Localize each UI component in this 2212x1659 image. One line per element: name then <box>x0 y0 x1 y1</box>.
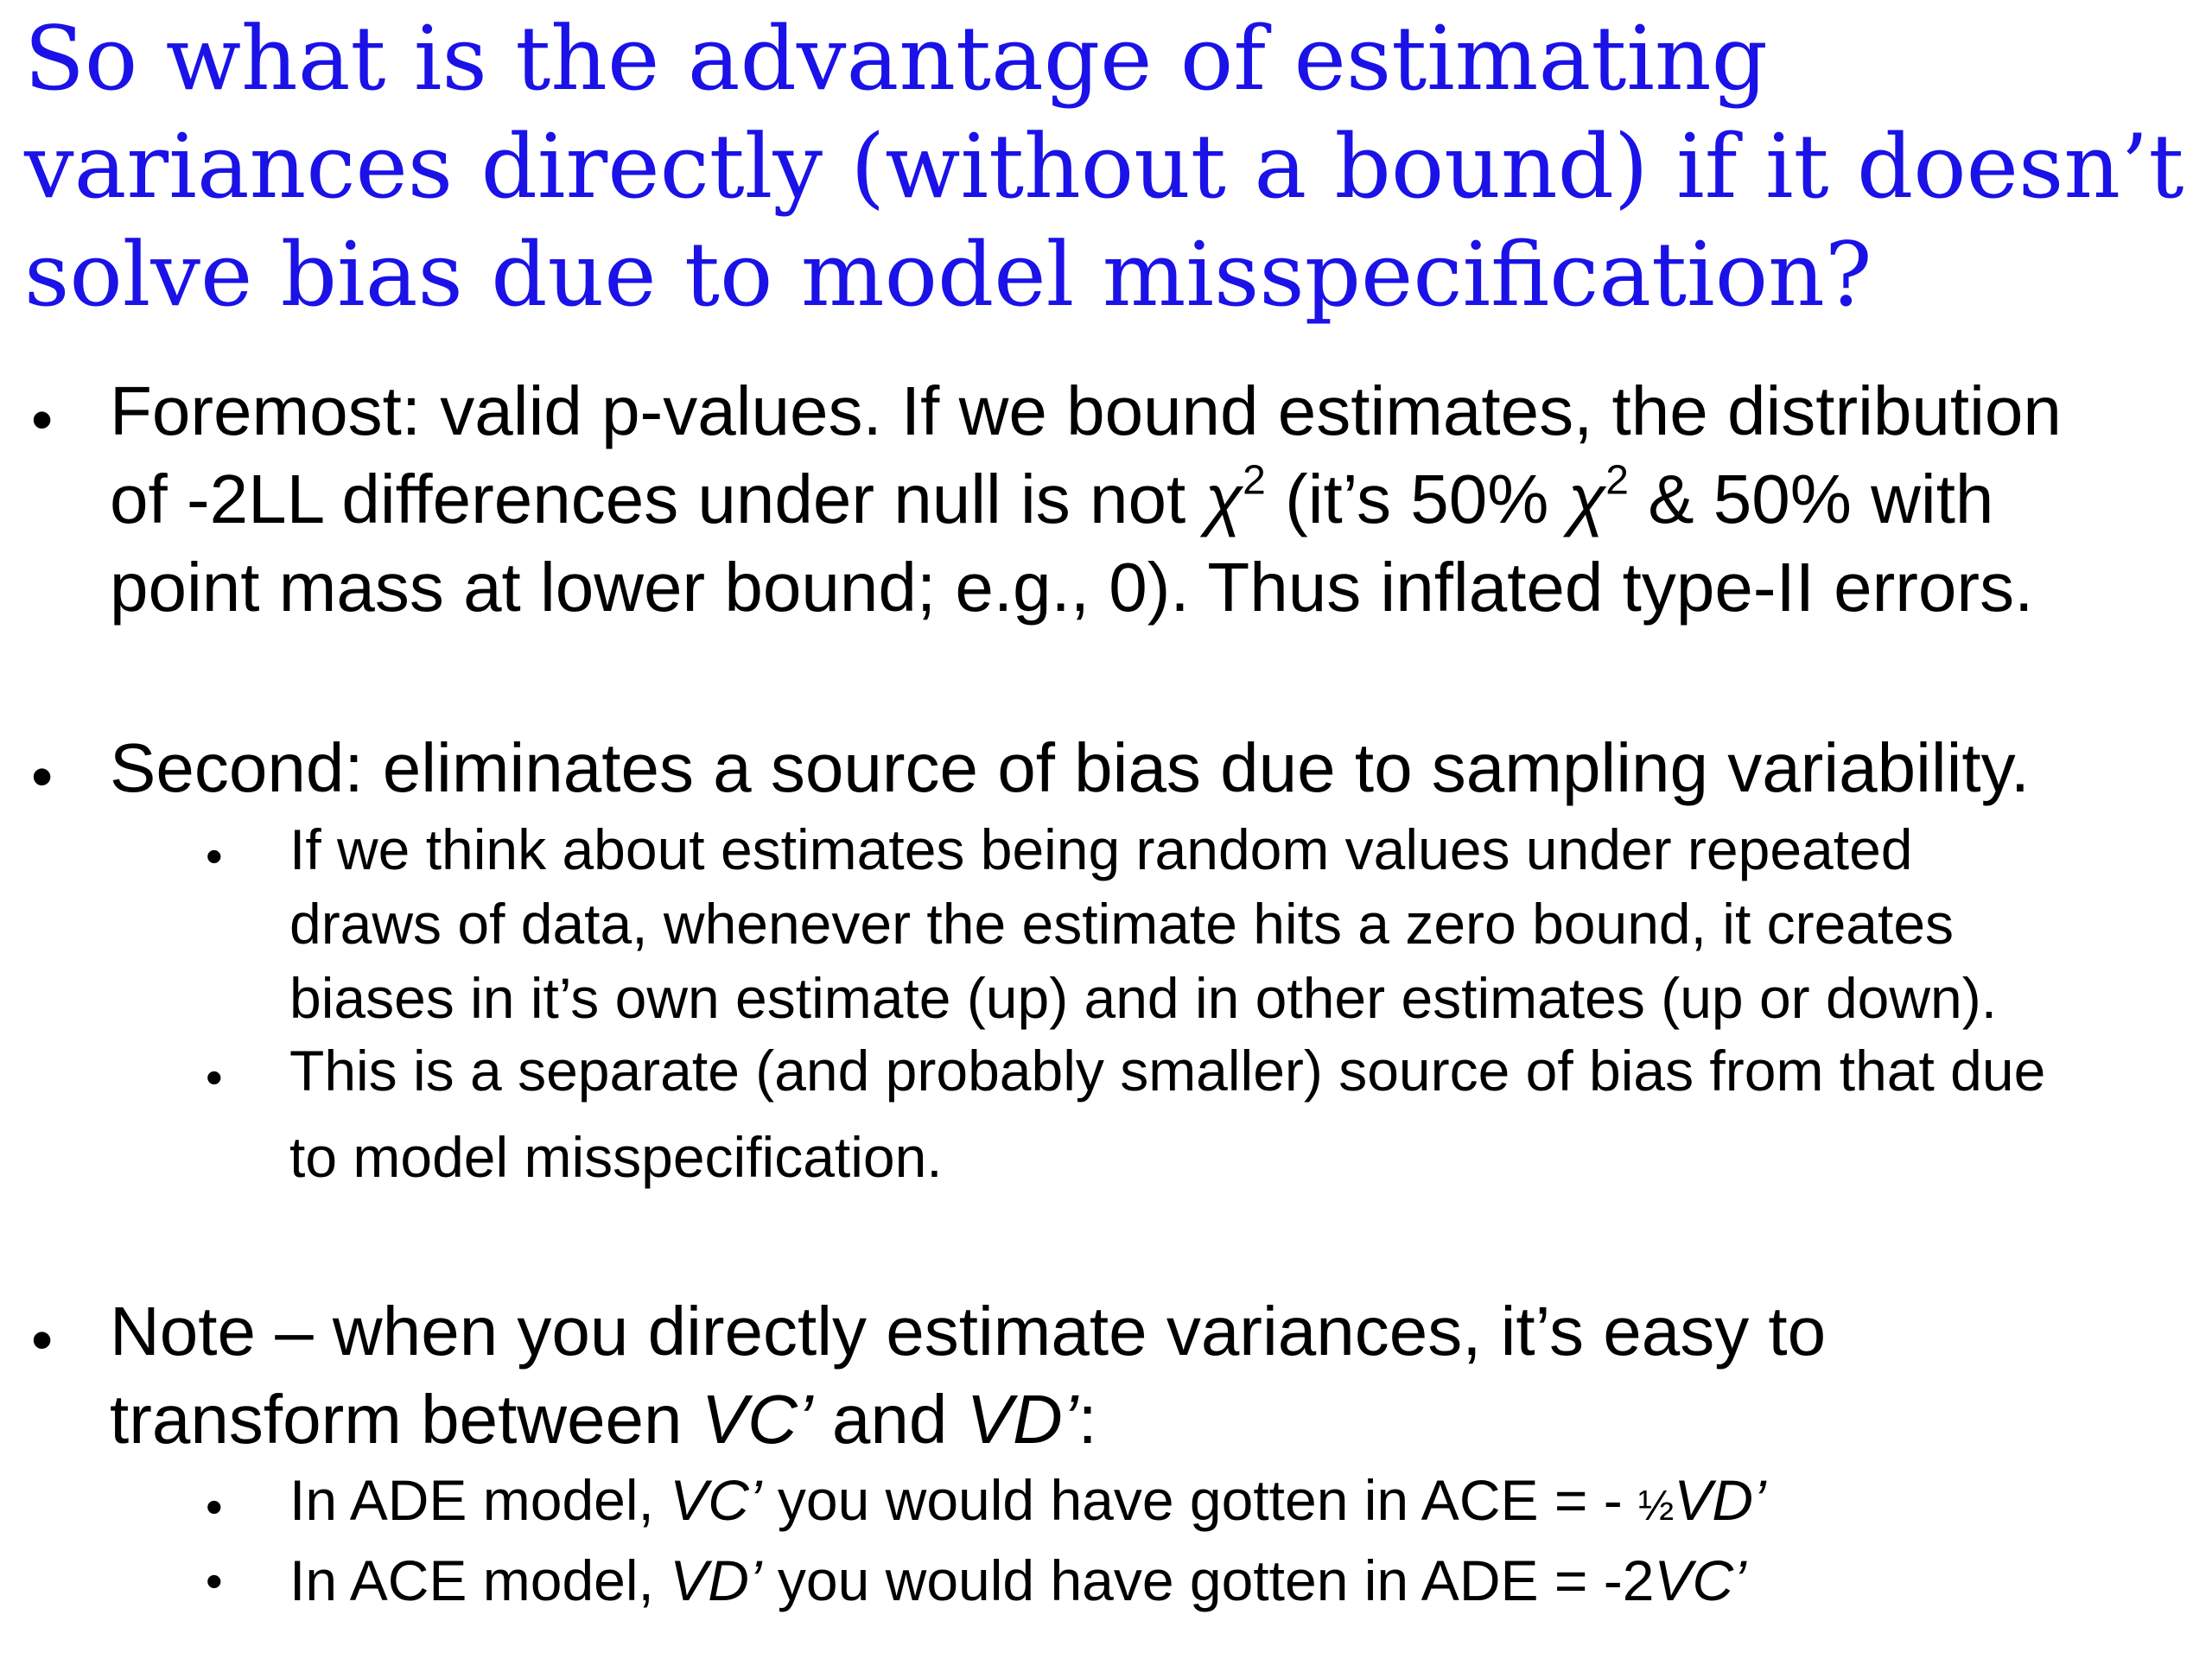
vc-term: VC’ <box>670 1468 762 1532</box>
slide-title <box>24 5 2202 329</box>
bullet-text <box>289 812 1997 1035</box>
vc-term: VC’ <box>701 1381 813 1458</box>
vd-term: VD’ <box>670 1548 762 1612</box>
bullet-text <box>289 1463 1766 1618</box>
superscript: 2 <box>1243 457 1266 504</box>
text-line: This is a separate (and probably smaller) source of bias from that due <box>289 1039 2046 1103</box>
bullet-glyph: • <box>206 1479 223 1534</box>
text-segment: : <box>1077 1381 1097 1458</box>
text-segment: you would have gotten in ADE = -2 <box>761 1548 1655 1612</box>
bullet-glyph: • <box>31 742 54 811</box>
text-line <box>110 1376 1826 1464</box>
bullet-glyph: • <box>206 1554 223 1608</box>
bullet-glyph: • <box>31 1306 54 1375</box>
text-line: Second: eliminates a source of bias due to sampling variability. <box>110 729 2030 806</box>
text-line: If we think about estimates being random values under repeated <box>289 817 1913 881</box>
superscript: 2 <box>1605 457 1629 504</box>
text-line: Note – when you directly estimate variances, it’s easy to <box>110 1293 1827 1370</box>
title-line: So what is the advantage of estimating <box>24 8 1768 111</box>
title-line: solve bias due to model misspecification? <box>24 224 1872 327</box>
chi-symbol: χ <box>1205 461 1243 537</box>
text-segment: you would have gotten in ACE = - <box>761 1468 1639 1532</box>
vd-term: VD’ <box>966 1381 1078 1458</box>
text-line: point mass at lower bound; e.g., 0). Thus inflated type-II errors. <box>110 549 2034 626</box>
bullet-text <box>110 367 2062 632</box>
bullet-glyph: • <box>31 385 54 454</box>
chi-symbol: χ <box>1567 461 1606 537</box>
text-line <box>289 1543 1766 1618</box>
bullet-text <box>110 1287 1826 1464</box>
text-segment: & 50% with <box>1628 461 1994 537</box>
bullet-glyph: • <box>206 829 223 883</box>
text-line: Foremost: valid p-values. If we bound estimates, the distribution <box>110 372 2062 449</box>
vd-term: VD’ <box>1674 1468 1766 1532</box>
text-segment: transform between <box>110 1381 702 1458</box>
vc-term: VC’ <box>1654 1548 1746 1612</box>
text-line <box>110 455 2062 543</box>
text-segment: and <box>812 1381 967 1458</box>
bullet-text <box>289 1033 2045 1194</box>
text-line: biases in it’s own estimate (up) and in other estimates (up or down). <box>289 966 1998 1030</box>
half-symbol: ½ <box>1638 1482 1675 1529</box>
text-line: to model misspecification. <box>289 1125 943 1189</box>
text-line: draws of data, whenever the estimate hits a zero bound, it creates <box>289 892 1955 956</box>
text-segment: In ADE model, <box>289 1468 671 1532</box>
title-line: variances directly (without a bound) if it doesn’t <box>24 116 2184 219</box>
text-segment: (it’s 50% <box>1265 461 1568 537</box>
text-segment: of -2LL differences under null is not <box>110 461 1205 537</box>
bullet-text <box>110 724 2030 812</box>
bullet-glyph: • <box>206 1050 223 1104</box>
text-line <box>289 1463 1766 1543</box>
text-segment: In ACE model, <box>289 1548 671 1612</box>
